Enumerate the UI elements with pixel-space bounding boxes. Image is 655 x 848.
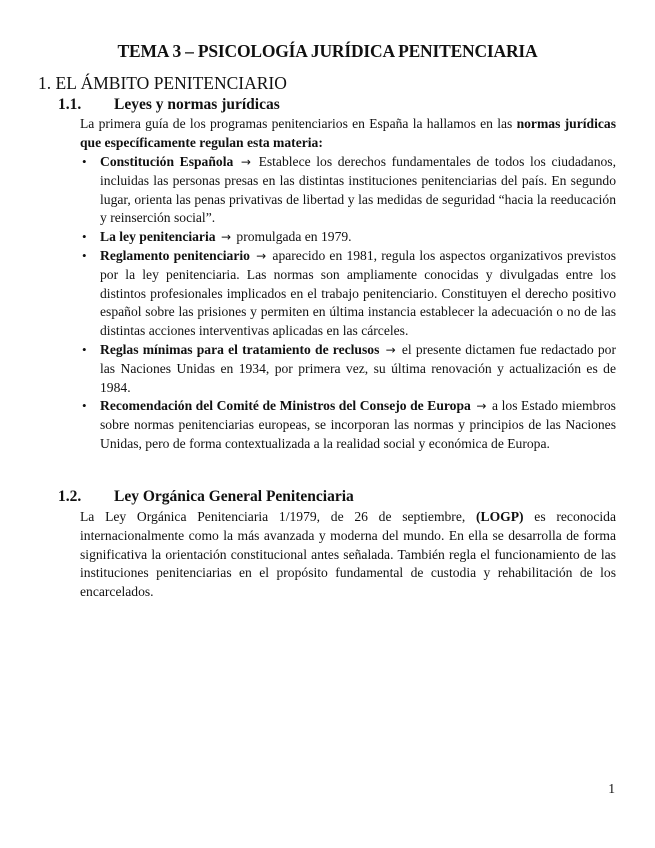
item-text: aparecido en 1981, regula los aspectos organizativos previstos por la ley penitenciaria. Las normas son ampliamente conocidas y divulgadas entre los distintos profesionales implicados en el trabajo penitenciario. Constituyen el derecho positivo español sobre las prisiones y permiten en última instancia establecer la adecuación o no de las distintas acciones interventivas aplicadas en las cárceles.	[100, 247, 616, 339]
list-item	[80, 228, 616, 247]
bullet-icon: •	[82, 229, 87, 245]
logp-abbreviation: (LOGP)	[476, 509, 524, 524]
item-text: Establece los derechos fundamentales de todos los ciudadanos, incluidas las personas presas en las distintas instituciones penitenciarias del país. En segundo lugar, orienta las penas privativas de libertad y las medidas de seguridad “hacia la reeducación y reinserción social”.	[100, 154, 616, 226]
list-item	[80, 247, 616, 341]
list-item	[80, 397, 616, 453]
paragraph-text: es reconocida internacionalmente como la más avanzada y moderna del mundo. En ella se desarrolla de forma significativa la orientación constitucional antes señalada. También regla el funcionamiento de las instituciones penitenciarias en el propósito fundamental de custodia y rehabilitación de los encarcelados.	[80, 509, 616, 600]
subsection-title: Ley Orgánica General Penitenciaria	[114, 488, 354, 505]
bullet-icon: •	[82, 341, 87, 357]
list-item	[80, 341, 616, 397]
intro-paragraph	[80, 115, 616, 153]
bullet-icon: •	[82, 398, 87, 414]
logp-paragraph	[80, 508, 616, 602]
page-number: 1	[608, 781, 615, 796]
item-text: a los Estado miembros sobre normas penitenciarias europeas, se incorporan las normas y principios de las Naciones Unidas, pero de forma contextualizada a la realidad social y económica de Europa.	[100, 398, 616, 451]
subsection-number: 1.2.	[58, 488, 82, 505]
list-item	[80, 153, 616, 228]
intro-text: La primera guía de los programas penitenciarios en España la hallamos en las	[80, 116, 517, 131]
item-title: Reglas mínimas para el tratamiento de reclusos	[100, 341, 380, 357]
bullet-icon: •	[82, 154, 87, 169]
item-text: promulgada en 1979.	[236, 229, 352, 245]
subsection-title: Leyes y normas jurídicas	[114, 96, 280, 113]
arrow-right-icon: →	[385, 342, 396, 357]
paragraph-text: La Ley Orgánica Penitenciaria 1/1979, de 26 de septiembre,	[80, 509, 476, 524]
law-list	[80, 153, 616, 454]
subsection-heading-1-2	[58, 487, 354, 507]
arrow-right-icon: →	[240, 155, 251, 169]
item-title: La ley penitenciaria	[100, 229, 216, 245]
arrow-right-icon: →	[256, 248, 267, 263]
document-title: TEMA 3 – PSICOLOGÍA JURÍDICA PENITENCIARIA	[117, 41, 538, 61]
item-title: Recomendación del Comité de Ministros del Consejo de Europa	[100, 398, 471, 414]
arrow-right-icon: →	[476, 399, 487, 414]
item-title: Constitución Española	[100, 154, 234, 169]
subsection-heading-1-1	[58, 95, 280, 115]
section-heading-1: 1. EL ÁMBITO PENITENCIARIO	[38, 73, 287, 93]
subsection-number: 1.1.	[58, 96, 82, 113]
intro-bold-text: normas jurídicas que específicamente regulan esta materia:	[80, 116, 616, 150]
item-title: Reglamento penitenciario	[100, 247, 250, 263]
arrow-right-icon: →	[220, 230, 232, 245]
item-text: el presente dictamen fue redactado por las Naciones Unidas en 1934, por primera vez, su última renovación y actualización es de 1984.	[100, 341, 617, 395]
bullet-icon: •	[82, 247, 87, 263]
